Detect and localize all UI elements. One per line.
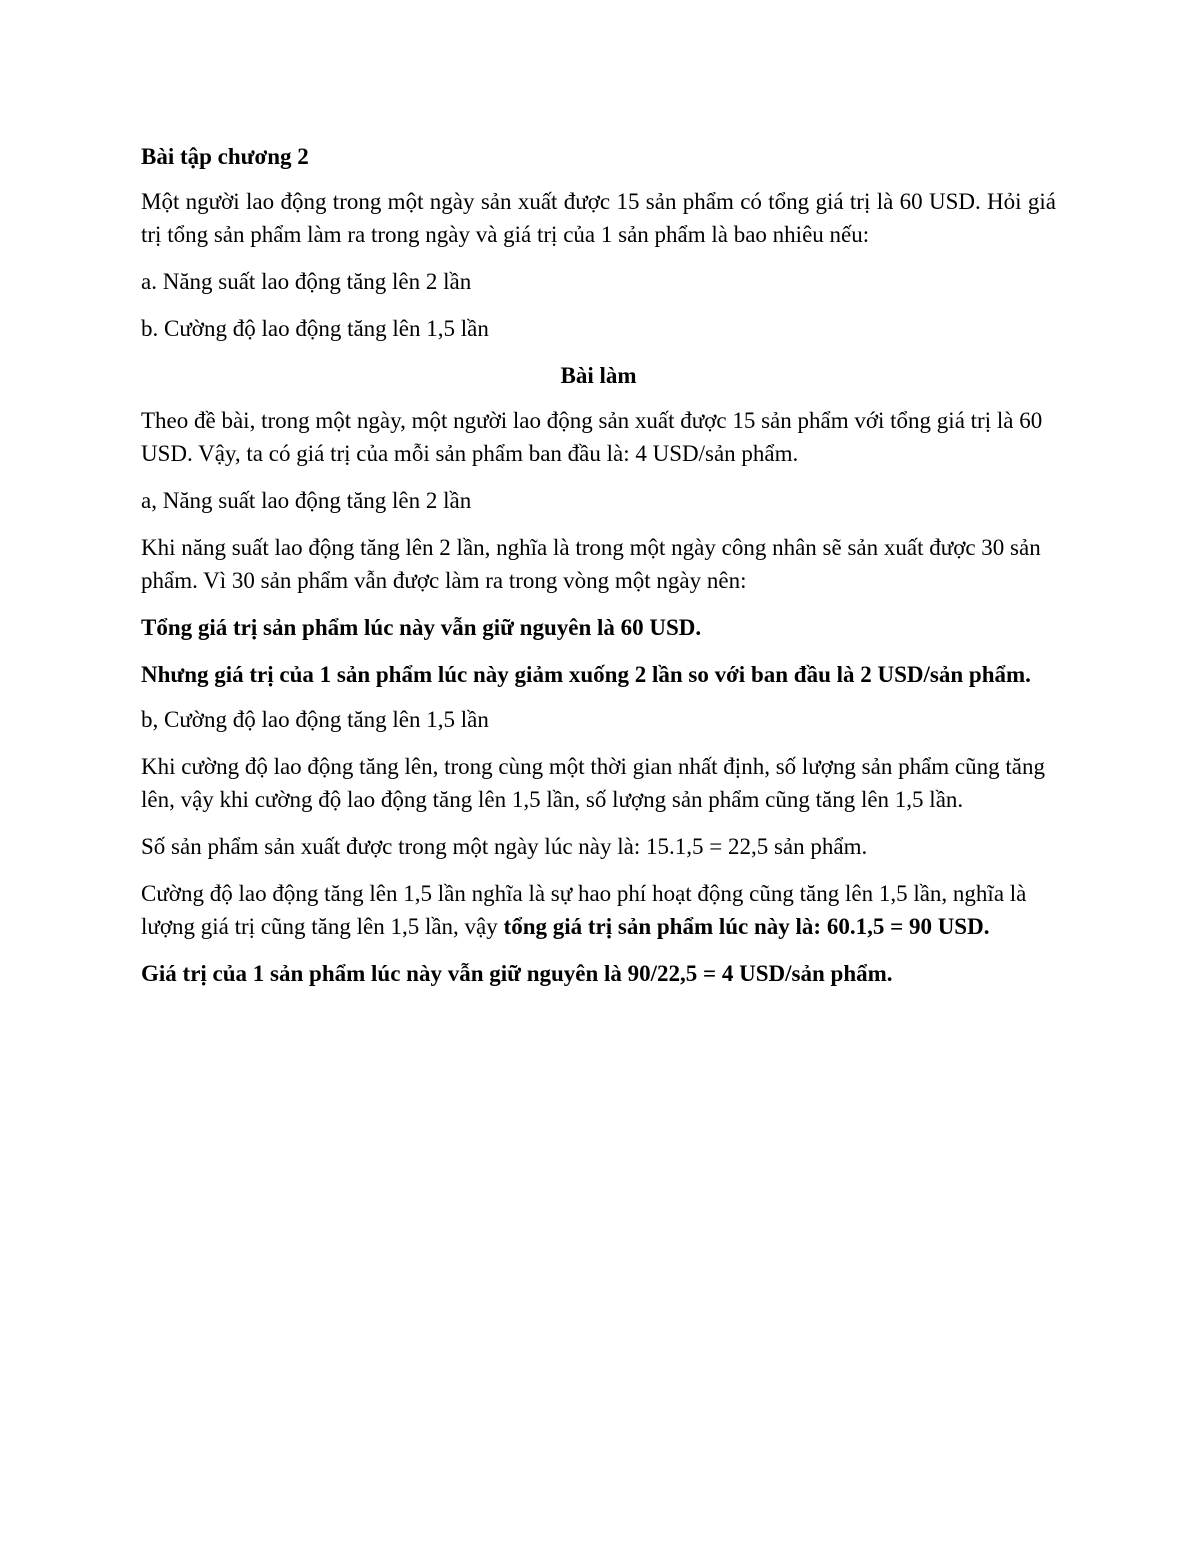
problem-item-a: a. Năng suất lao động tăng lên 2 lần	[141, 269, 472, 294]
solution-heading: Bài làm	[560, 363, 637, 388]
part-b-conclusion: Giá trị của 1 sản phẩm lúc này vẫn giữ nguyên là 90/22,5 = 4 USD/sản phẩm.	[141, 961, 893, 986]
part-b-cost-text: Cường độ lao động tăng lên 1,5 lần nghĩa là sự hao phí hoạt động cũng tăng lên 1,5 lần, nghĩa là lượng giá trị cũng tăng lên 1,5 lần, vậy	[141, 881, 1027, 939]
part-b-cost-paragraph	[141, 877, 1056, 943]
part-b-quantity: Số sản phẩm sản xuất được trong một ngày lúc này là: 15.1,5 = 22,5 sản phẩm.	[141, 834, 868, 859]
part-b-heading: b, Cường độ lao động tăng lên 1,5 lần	[141, 707, 489, 732]
solution-intro: Theo đề bài, trong một ngày, một người lao động sản xuất được 15 sản phẩm với tổng giá trị là 60 USD. Vậy, ta có giá trị của mỗi sản phẩm ban đầu là: 4 USD/sản phẩm.	[141, 408, 1043, 466]
part-a-conclusion-unit: Nhưng giá trị của 1 sản phẩm lúc này giảm xuống 2 lần so với ban đầu là 2 USD/sản phẩm.	[141, 662, 1031, 687]
part-a-heading: a, Năng suất lao động tăng lên 2 lần	[141, 488, 472, 513]
document-title: Bài tập chương 2	[141, 144, 309, 169]
problem-item-b: b. Cường độ lao động tăng lên 1,5 lần	[141, 316, 489, 341]
problem-statement: Một người lao động trong một ngày sản xuất được 15 sản phẩm có tổng giá trị là 60 USD. Hỏi giá trị tổng sản phẩm làm ra trong ngày và giá trị của 1 sản phẩm là bao nhiêu nếu:	[141, 189, 1056, 247]
part-a-text: Khi năng suất lao động tăng lên 2 lần, nghĩa là trong một ngày công nhân sẽ sản xuất được 30 sản phẩm. Vì 30 sản phẩm vẫn được làm ra trong vòng một ngày nên:	[141, 535, 1041, 593]
document-body	[141, 140, 1056, 1004]
part-a-conclusion-total: Tổng giá trị sản phẩm lúc này vẫn giữ nguyên là 60 USD.	[141, 615, 702, 640]
part-b-text: Khi cường độ lao động tăng lên, trong cùng một thời gian nhất định, số lượng sản phẩm cũng tăng lên, vậy khi cường độ lao động tăng lên 1,5 lần, số lượng sản phẩm cũng tăng lên 1,5 lần.	[141, 754, 1045, 812]
part-b-cost-total: tổng giá trị sản phẩm lúc này là: 60.1,5 = 90 USD.	[503, 914, 990, 939]
